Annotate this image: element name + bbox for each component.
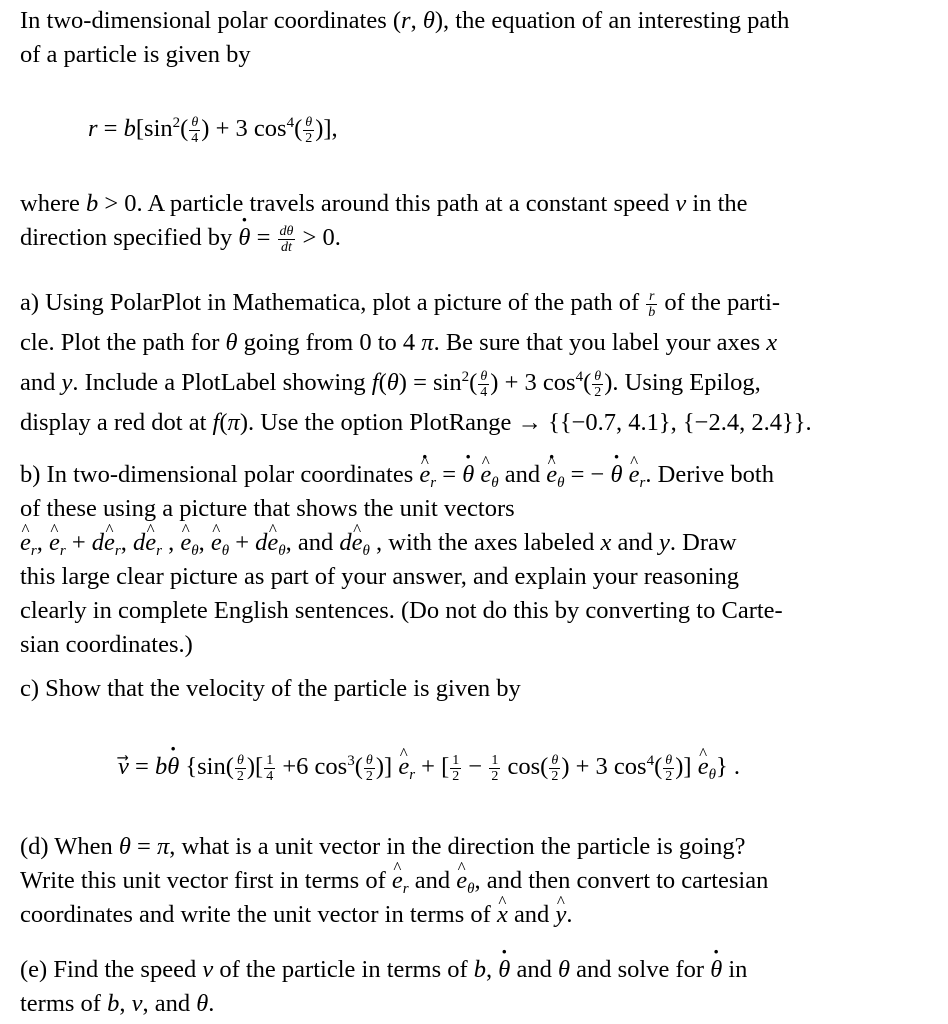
part-d-line: coordinates and write the unit vector in terms of ^ x and ^ y. <box>20 901 572 928</box>
part-a-paragraph <box>20 283 920 443</box>
part-d-line: (d) When θ = π, what is a unit vector in the direction the particle is going? <box>20 833 746 860</box>
part-b-line: b) In two-dimensional polar coordinates · ^ $e_r$ = · θ ^ $e_\theta$ and · ^ $e_\theta$ = − · θ ^ $e_r$. Derive both <box>20 461 774 488</box>
part-a-line: a) Using PolarPlot in Mathematica, plot a picture of the path of $\frac{r}{b}$ of the parti- <box>20 288 781 320</box>
part-d-line: Write this unit vector first in terms of ^ $e_r$ and ^ $e_\theta$, and then convert to cartesian <box>20 867 768 894</box>
intro-line: In two-dimensional polar coordinates (r, θ), the equation of an interesting path <box>20 7 790 34</box>
speed-line: where b > 0. A particle travels around this path at a constant speed v in the <box>20 190 748 217</box>
part-b-line: clearly in complete English sentences. (Do not do this by converting to Carte- <box>20 597 783 624</box>
velocity-equation: v⃗ = b· θ {sin( $\frac{\theta}{2}$ )[ $\frac{1}{4}$ +6 $\cos^3$( $\frac{\theta}{2}$ )] ^ $e_r$ + [ $\frac{1}{2}$ − $\frac{1}{2}$ cos( $\frac{\theta}{2}$ ) + 3 $\cos^4$( $\frac{\theta}{2}$ )] ^ $e_\theta$} . <box>118 750 740 784</box>
part-c-line: c) Show that the velocity of the particle is given by <box>20 675 521 702</box>
intro-paragraph <box>20 4 920 72</box>
part-b-line: this large clear picture as part of your answer, and explain your reasoning <box>20 563 740 590</box>
part-a-line: cle. Plot the path for θ going from 0 to 4 π. Be sure that you label your axes x <box>20 329 778 356</box>
part-a-line: and y. Include a PlotLabel showing $f(\theta) = \sin^2$( $\frac{\theta}{4}$ ) + 3 $\cos^4$( $\frac{\theta}{2}$ ). Using Epilog, <box>20 368 761 400</box>
part-b-paragraph <box>20 458 920 662</box>
part-e-line: terms of b, v, and θ. <box>20 990 215 1017</box>
part-e-line: (e) Find the speed v of the particle in terms of b, · θ and θ and solve for · θ in <box>20 956 747 983</box>
part-b-line: sian coordinates.) <box>20 631 193 658</box>
part-a-line: display a red dot at f(π). Use the option PlotRange → {{−0.7, 4.1}, {−2.4, 2.4}}. <box>20 409 812 436</box>
part-c-paragraph <box>20 672 920 706</box>
part-e-paragraph <box>20 953 920 1021</box>
speed-line: direction specified by · θ = $\frac{d\theta}{dt}$ > 0. <box>20 224 341 251</box>
part-b-line: of these using a picture that shows the unit vectors <box>20 495 515 522</box>
speed-paragraph <box>20 187 920 255</box>
part-b-line: ^ $e_r$, ^ $e_r$ + d^ $e_r$, d^ $e_r$ , ^ $e_\theta$, ^ $e_\theta$ + d^ $e_\theta$, and d^ $e_\theta$ , with the axes labeled x and y. Draw <box>20 529 737 556</box>
path-equation: $r = b[\sin^2$( $\frac{\theta}{4}$ ) + 3 $\cos^4$( $\frac{\theta}{2}$ )], <box>88 114 338 146</box>
part-d-paragraph <box>20 830 920 932</box>
intro-line: of a particle is given by <box>20 41 251 68</box>
